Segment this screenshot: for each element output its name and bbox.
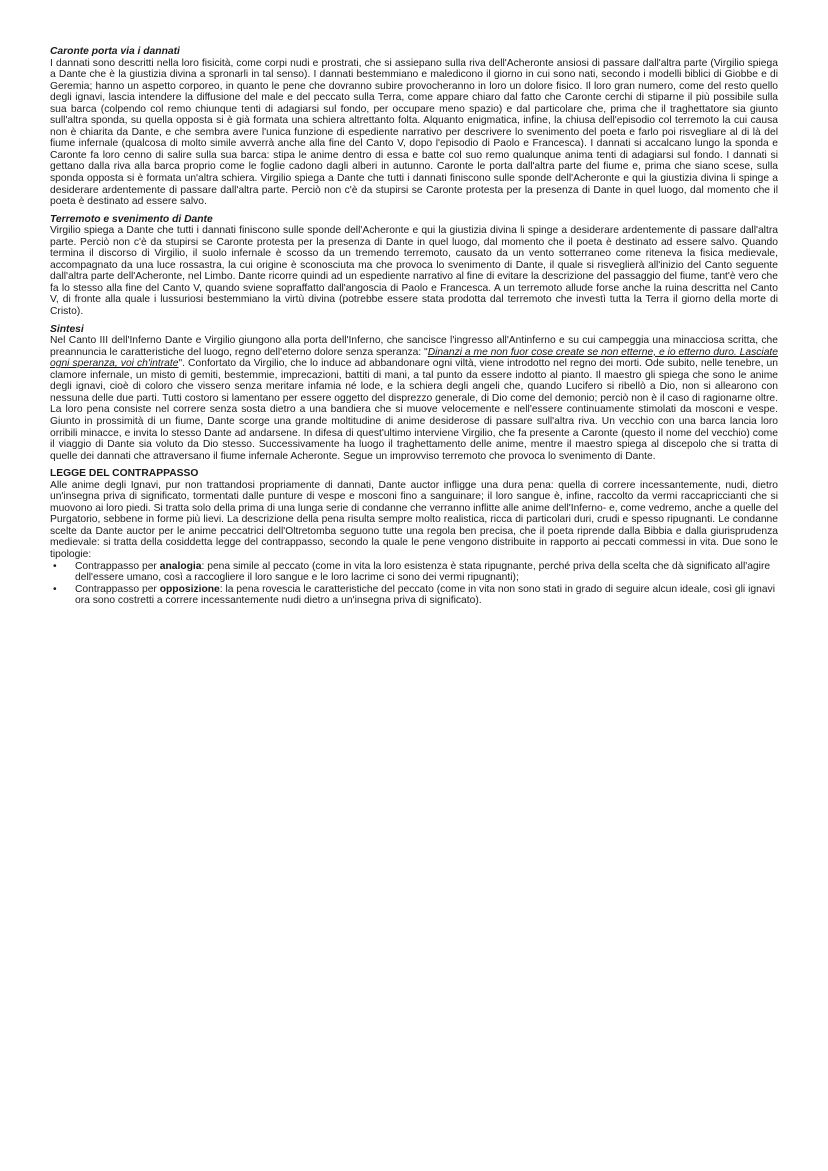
bullet-icon: • — [53, 583, 57, 595]
list-item-keyword: opposizione — [159, 583, 220, 595]
section-title: Terremoto e svenimento di Dante — [50, 213, 213, 225]
list-item — [50, 584, 778, 607]
document-page — [50, 46, 778, 613]
section-body: Alle anime degli Ignavi, pur non trattandosi propriamente di dannati, Dante auctor infligge una dura pena: quella di correre incessantemente, nudi, dietro un'insegna priva di significato, tormentati dalle punture di vespe e mosconi fino a sanguinare; il loro sangue è, infine, raccolto da vermi raccapriccianti che si muovono ai loro piedi. Si tratta solo della prima di una lunga serie di condanne che verranno inflitte alle anime dell'Inferno- e, come vedremo, anche a quelle del Purgatorio, sebbene in forme più lievi. La descrizione della pena risulta sempre molto realistica, ricca di particolari duri, crudi e spesso ripugnanti. Le condanne scelte da Dante auctor per le anime peccatrici dell'Oltretomba seguono tutte una regola ben precisa, che il poeta riprende dalla Bibbia e dalla giurisprudenza medievale: si tratta della cosiddetta legge del contrappasso, secondo la quale le pene vengono distribuite in rapporto ai peccati commessi in vita. Due sono le tipologie: — [50, 479, 778, 560]
list-item-prefix: Contrappasso per — [75, 560, 160, 572]
inferno-inscription-quote: Dinanzi a me non fuor cose create se non etterne, e io etterno duro. Lasciate ogni speranza, voi ch'intrate — [50, 346, 779, 370]
list-item-text: : la pena rovescia le caratteristiche del peccato (come in vita non sono stati in grado di seguire alcun ideale, così gli ignavi ora sono costretti a correre incessantemente nudi dietro a un'insegna priva di significato). — [75, 583, 775, 607]
body-text: Nel Canto III dell'Inferno Dante e Virgilio giungono alla porta dell'Inferno, che sancisce l'ingresso all'Antinferno e su cui campeggia una minacciosa scritta, che preannuncia le caratteristiche del luogo, regno dell'eterno dolore senza speranza: " — [50, 335, 778, 358]
list-item-keyword: analogia — [159, 560, 202, 572]
body-text: ". Confortato da Virgilio, che lo induce ad abbandonare ogni viltà, viene introdotto nel regno dei morti. Ode subito, nelle tenebre, un clamore infernale, un misto di gemiti, bestemmie, imprecazioni, battiti di mani, a tal punto da essere indotto al pianto. Il maestro gli spiega che sono le anime degli ignavi, cioè di coloro che vissero senza meritare infamia né lode, e la schiera degli angeli che, quando Lucifero si ribellò a Dio, non si allearono con nessuna delle due parti. Tutti costoro si lamentano per essere oggetto del disprezzo generale, di Dio come del demonio; perciò non è il caso di ragionarne oltre. La loro pena consiste nel correre senza sosta dietro a una bandiera che si muove velocemente e nell'essere continuamente stimolati da mosconi e vespe. Giunto in prossimità di un fiume, Dante scorge una grande moltitudine di anime desiderose di passare sull'altra riva. Un vecchio con una barca lancia loro orribili minacce, e invita lo stesso Dante ad andarsene. In difesa di quest'ultimo interviene Virgilio, che fa presente a Caronte (questo il nome del vecchio) come il viaggio di Dante sia voluto da Dio stesso. Successivamente ha luogo il traghettamento delle anime, mentre il maestro spiega al discepolo che si tratta di quelle dei dannati che attraversano il fiume infernale Acheronte. Segue un improvviso terremoto che provoca lo svenimento di Dante. — [50, 358, 778, 462]
section-title: LEGGE DEL CONTRAPPASSO — [50, 468, 199, 480]
bullet-icon: • — [53, 560, 57, 572]
list-item-text: : pena simile al peccato (come in vita la loro esistenza è stata ripugnante, perché priva della scelta che dà significato all'agire dell'essere umano, così a raccogliere il loro sangue e le loro lacrime ci sono dei vermi ripugnanti); — [75, 560, 771, 584]
section-title: Caronte porta via i dannati — [50, 46, 180, 57]
section-body — [50, 335, 778, 462]
section-caronte — [50, 46, 778, 208]
section-body: I dannati sono descritti nella loro fisicità, come corpi nudi e prostrati, che si assiepano sulla riva dell'Acheronte ansiosi di passare dall'altra parte (Virgilio spiega a Dante che è la giustizia divina a spronarli in tal senso). I dannati bestemmiano e maledicono il giorno in cui sono nati, secondo i modelli biblici di Giobbe e di Geremia; hanno un aspetto corporeo, in quanto le pene che dovranno subire provocheranno in loro un dolore fisico. Il loro gran numero, come del resto quello degli ignavi, lascia intendere la diffusione del male e del peccato sulla Terra, come appare chiaro dal fatto che Caronte cerchi di stiparne il più possibile sulla sua barca (colpendo col remo chiunque tenti di adagiarsi sul fondo, per occupare meno spazio) e dal particolare che, prima che il traghettatore sia giunto sull'altra sponda, su quella opposta si è già formata una schiera altrettanto folta. Alquanto enigmatica, infine, la chiusa dell'episodio col terremoto la cui causa non è chiarita da Dante, e che sembra avere l'unica funzione di espediente narrativo per descrivere lo svenimento del poeta e farlo poi risvegliare al di là del fiume infernale (qualcosa di molto simile avverrà anche alla fine del Canto V, dopo l'episodio di Paolo e Francesca). I dannati si accalcano lungo la sponda e Caronte fa loro cenno di salire sulla sua barca: stipa le anime dentro di essa e batte col suo remo qualunque anima tenti di adagiarsi sul fondo. I dannati si gettano dalla riva alla barca proprio come le foglie cadono dagli alberi in autunno. Caronte le porta dall'altra parte del fiume e, prima che siano scese, sulla sponda opposta si è formata un'altra schiera. Virgilio spiega a Dante che tutti i dannati finiscono sulle sponde dell'Acheronte e qui la giustizia divina li spinge a desiderare ardentemente di passare dall'altra parte. Perciò non c'è da stupirsi se Caronte protesta per la presenza di Dante in quel luogo, dal momento che il poeta è destinato ad essere salvo. — [50, 57, 778, 208]
section-title: Sintesi — [50, 323, 84, 335]
section-sintesi — [50, 324, 778, 463]
list-item-prefix: Contrappasso per — [75, 583, 160, 595]
list-item — [50, 561, 778, 584]
section-body: Virgilio spiega a Dante che tutti i dannati finiscono sulle sponde dell'Acheronte e qui la giustizia divina li spinge a desiderare ardentemente di passare dall'altra parte. Perciò non c'è da stupirsi se Caronte protesta per la presenza di Dante in quel luogo, dal momento che il poeta è destinato ad essere salvo. Quando termina il discorso di Virgilio, il suolo infernale è scosso da un tremendo terremoto, causato da un vento sotterraneo come riteneva la fisica medievale, accompagnato da una luce rossastra, la cui origine è sconosciuta ma che provoca lo svenimento di Dante, il quale si risveglierà all'inizio del Canto seguente dall'altra parte dell'Acheronte, nel Limbo. Dante ricorre quindi ad un espediente narrativo al fine di evitare la descrizione del passaggio del fiume, tant'è vero che fa lo stesso alla fine del Canto V, quando sviene sopraffatto dall'angoscia di Paolo e Francesca. A un terremoto allude forse anche la ruina descritta nel Canto V, di fronte alla quale i lussuriosi bestemmiano la virtù divina (potrebbe essere stata prodotta dal terremoto che investì tutta la Terra il giorno della morte di Cristo). — [50, 225, 778, 318]
section-terremoto — [50, 214, 778, 318]
section-contrappasso — [50, 468, 778, 607]
bullet-list — [50, 561, 778, 607]
